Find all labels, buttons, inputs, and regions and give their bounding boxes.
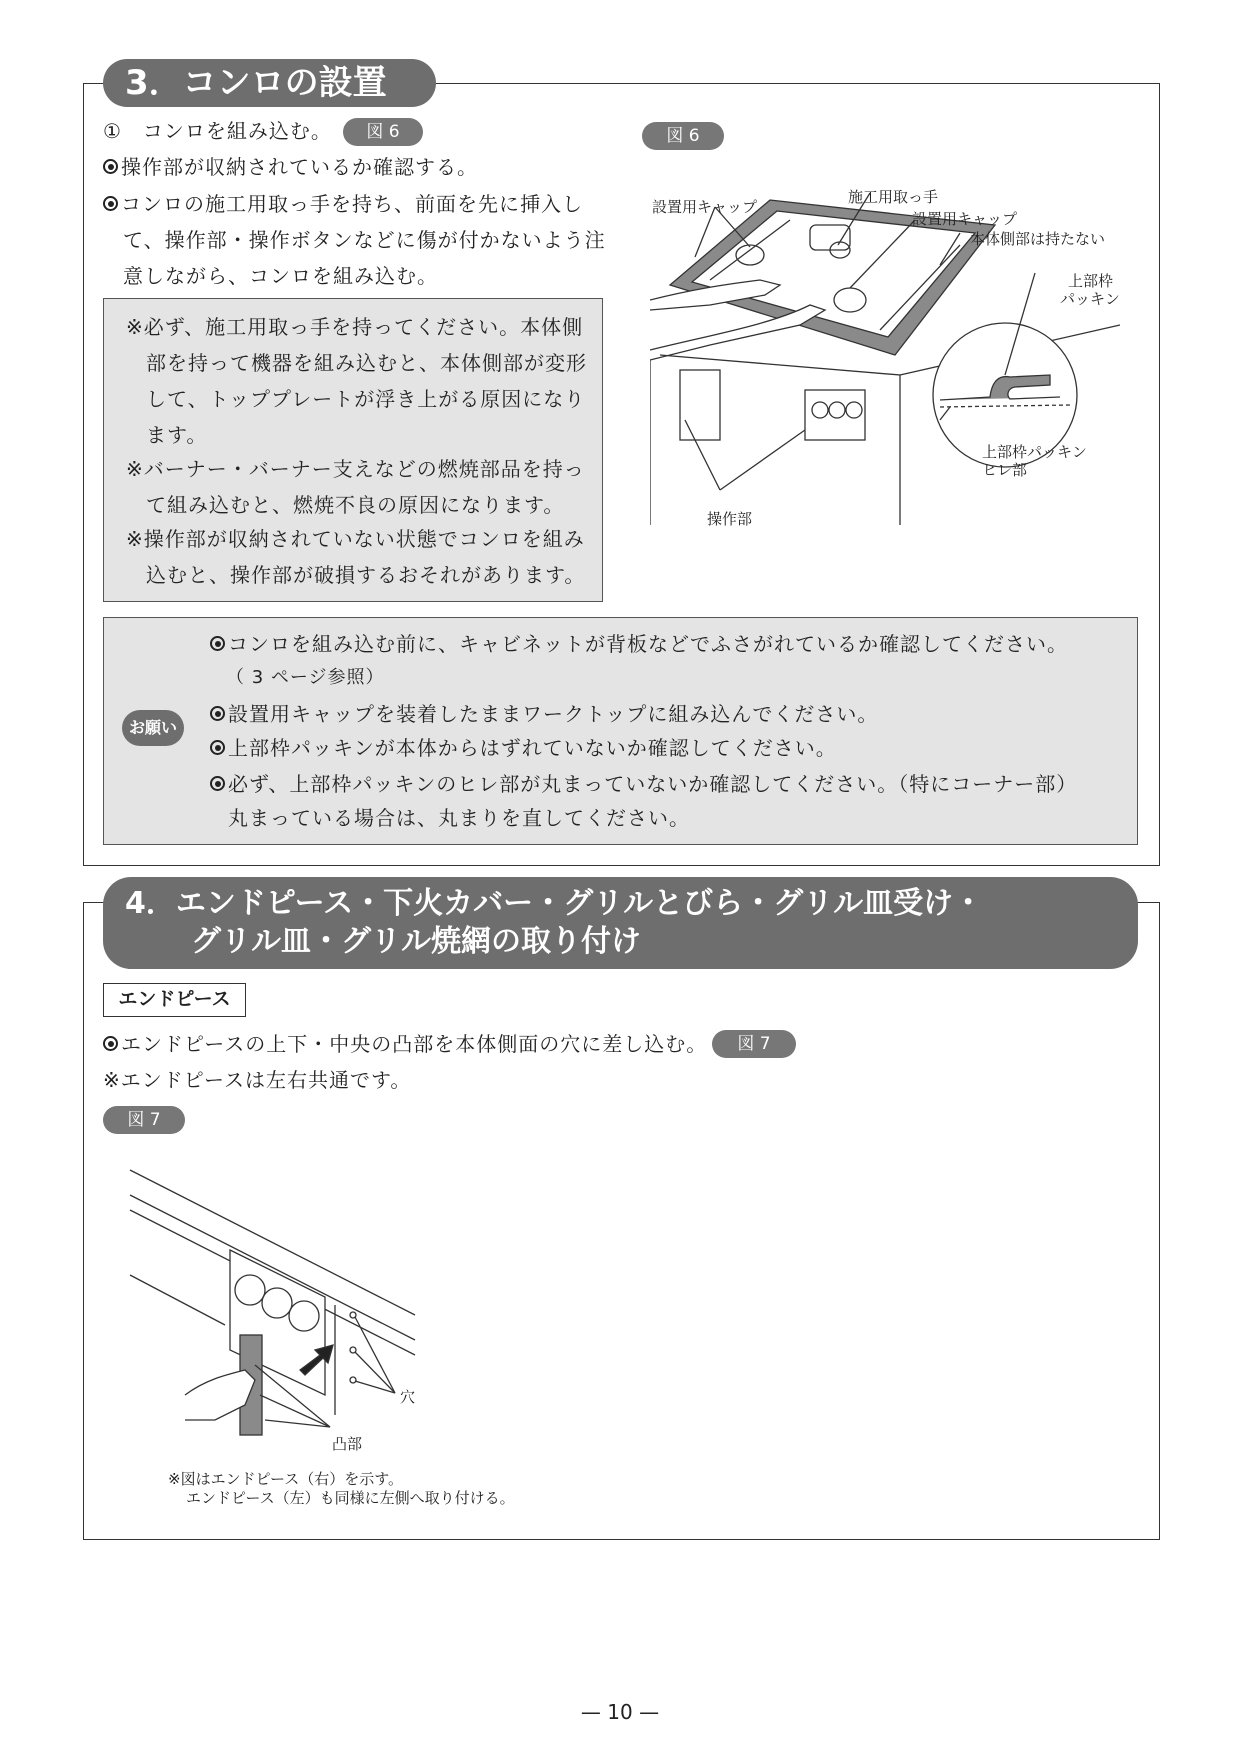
- section-4-title-line-1: 4．エンドピース・下火カバー・グリルとびら・グリル皿受け・: [125, 886, 984, 921]
- request-box: [103, 617, 1138, 845]
- figure-7-illustration: [125, 1165, 435, 1455]
- endpiece-note: ※エンドピースは左右共通です。: [103, 1068, 412, 1092]
- bullet-2: コンロの施工用取っ手を持ち、前面を先に挿入し: [103, 186, 583, 222]
- note-line: ※操作部が収納されていない状態でコンロを組み: [126, 527, 585, 551]
- bullet-icon: [210, 636, 225, 651]
- note-line: 込むと、操作部が破損するおそれがあります。: [146, 563, 586, 587]
- bullet-icon: [103, 159, 118, 174]
- subheading-endpiece: エンドピース: [103, 983, 246, 1017]
- figure-7-label: 図 7: [103, 1106, 185, 1134]
- bullet-icon: [103, 1036, 118, 1051]
- bullet-2-cont: て、操作部・操作ボタンなどに傷が付かないよう注: [123, 228, 606, 252]
- note-line: ※必ず、施工用取っ手を持ってください。本体側: [126, 315, 584, 339]
- endpiece-instruction: エンドピースの上下・中央の凸部を本体側面の穴に差し込む。: [103, 1026, 707, 1062]
- request-line: 設置用キャップを装着したままワークトップに組み込んでください。: [210, 696, 878, 732]
- callout-control: 操作部: [707, 510, 753, 528]
- bullet-2-cont: 意しながら、コンロを組み込む。: [123, 264, 438, 288]
- request-line: （ 3 ページ参照）: [226, 667, 385, 688]
- callout-hole: 穴: [400, 1388, 416, 1406]
- callout-boss: 凸部: [332, 1435, 363, 1453]
- callout-handle: 施工用取っ手: [848, 188, 939, 206]
- figure-6-label: 図 6: [642, 122, 724, 150]
- note-line: 部を持って機器を組み込むと、本体側部が変形: [146, 351, 587, 375]
- note-line: ます。: [146, 423, 208, 447]
- note-line: て組み込むと、燃焼不良の原因になります。: [146, 493, 565, 517]
- request-line: 必ず、上部枠パッキンのヒレ部が丸まっていないか確認してください。（特にコーナー部）: [210, 766, 1077, 802]
- figure-7-caption-1: ※図はエンドピース（右）を示す。: [168, 1470, 404, 1488]
- callout-gasket: 上部枠: [1068, 272, 1114, 290]
- bullet-icon: [210, 776, 225, 791]
- figure-7-caption-2: エンドピース（左）も同様に左側へ取り付ける。: [186, 1489, 515, 1507]
- note-line: して、トッププレートが浮き上がる原因になり: [146, 387, 586, 411]
- bullet-icon: [103, 196, 118, 211]
- callout-cap-right: 設置用キャップ: [912, 210, 1018, 228]
- callout-fin: ヒレ部: [982, 461, 1028, 479]
- request-line: 上部枠パッキンが本体からはずれていないか確認してください。: [210, 730, 837, 766]
- callout-gasket: パッキン: [1060, 290, 1120, 308]
- section-4-title: [103, 877, 1138, 969]
- page-number: — 10 —: [580, 1700, 660, 1724]
- endpiece-fig-ref: 図 7: [712, 1030, 796, 1058]
- callout-cap-left: 設置用キャップ: [652, 198, 758, 216]
- callout-no-hold: 本体側部は持たない: [970, 230, 1106, 248]
- callout-fin: 上部枠パッキン: [982, 443, 1087, 461]
- request-badge: お願い: [122, 710, 184, 746]
- request-line: 丸まっている場合は、丸まりを直してください。: [228, 806, 690, 830]
- step-1: ① コンロを組み込む。: [103, 119, 332, 143]
- step-1-fig-ref: 図 6: [343, 118, 423, 146]
- note-line: ※バーナー・バーナー支えなどの燃焼部品を持っ: [126, 457, 585, 481]
- request-line: コンロを組み込む前に、キャビネットが背板などでふさがれているか確認してください。: [210, 626, 1068, 662]
- bullet-icon: [210, 740, 225, 755]
- bullet-1: 操作部が収納されているか確認する。: [103, 149, 478, 185]
- bullet-icon: [210, 706, 225, 721]
- section-4-title-line-2: グリル皿・グリル焼網の取り付け: [191, 924, 641, 959]
- caution-notes-box: [103, 298, 603, 602]
- section-3-title: 3．コンロの設置: [103, 59, 436, 107]
